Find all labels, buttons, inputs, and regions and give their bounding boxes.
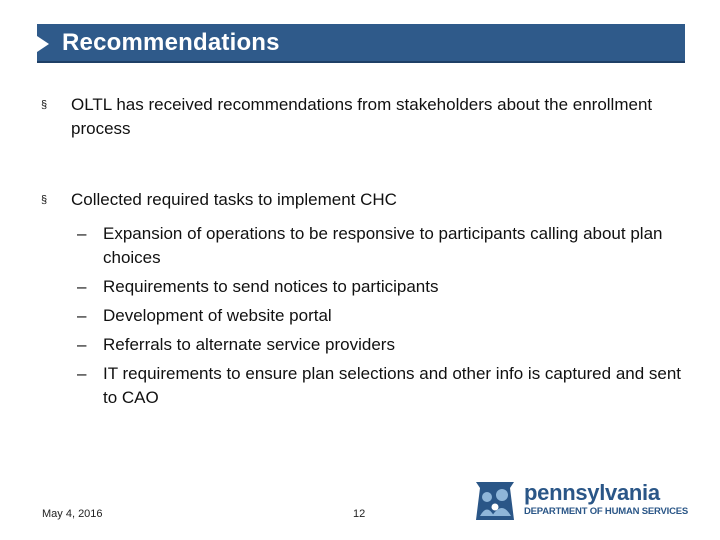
sub-bullet-marker: – <box>77 335 87 354</box>
bullet-marker: § <box>41 99 48 111</box>
bullet-text: OLTL has received recommendations from stakeholders about the enrollment process <box>71 95 653 138</box>
sub-bullet-text: Requirements to send notices to participants <box>103 277 439 296</box>
logo-wordmark: pennsylvania <box>524 480 660 505</box>
sub-bullet-text: Expansion of operations to be responsive to participants calling about plan choices <box>103 224 663 267</box>
sub-bullet-item <box>77 222 697 270</box>
keystone-family-icon <box>472 478 518 524</box>
sub-bullet-item <box>77 333 697 357</box>
title-arrow-icon <box>37 36 49 52</box>
slide-title: Recommendations <box>62 29 280 56</box>
pa-dhs-logo <box>472 478 687 524</box>
sub-bullet-marker: – <box>77 306 87 325</box>
sub-bullet-item <box>77 275 697 299</box>
sub-bullet-marker: – <box>77 364 87 383</box>
sub-bullet-text: IT requirements to ensure plan selections and other info is captured and sent to CAO <box>103 364 682 407</box>
logo-department: DEPARTMENT OF HUMAN SERVICES <box>524 506 689 517</box>
sub-bullet-list <box>77 222 697 415</box>
sub-bullet-text: Development of website portal <box>103 306 332 325</box>
sub-bullet-item <box>77 304 697 328</box>
sub-bullet-marker: – <box>77 277 87 296</box>
sub-bullet-marker: – <box>77 224 87 243</box>
sub-bullet-text: Referrals to alternate service providers <box>103 335 395 354</box>
sub-bullet-item <box>77 362 697 410</box>
footer-date: May 4, 2016 <box>42 508 103 520</box>
bullet-marker: § <box>41 194 48 206</box>
bullet-text: Collected required tasks to implement CHC <box>71 190 397 209</box>
page-number: 12 <box>353 508 366 520</box>
